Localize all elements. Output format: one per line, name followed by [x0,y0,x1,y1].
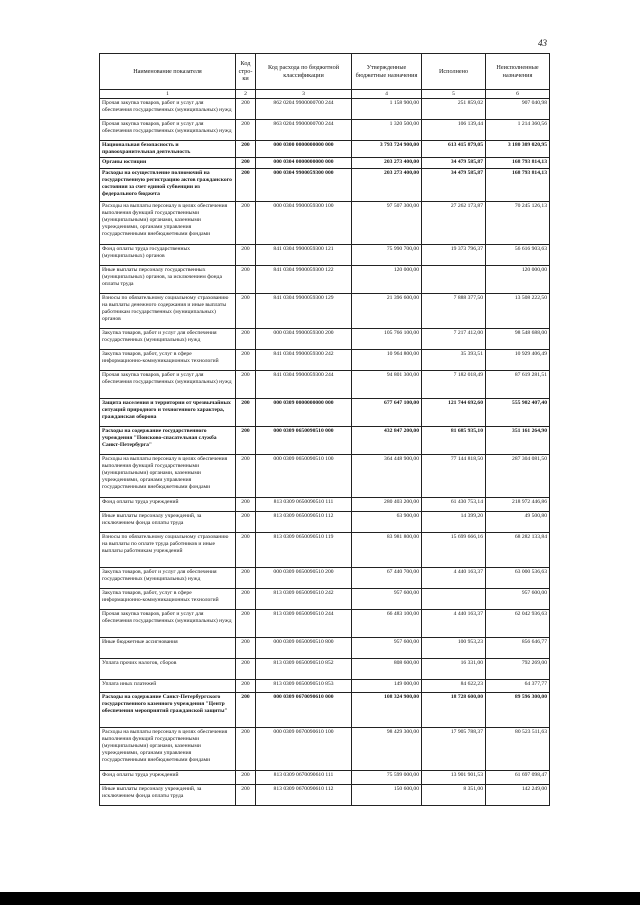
row-unexecuted-amount: 907 040,98 [486,99,550,120]
row-classification-code: 000 0309 0000000000 000 [256,398,352,426]
row-unexecuted-amount: 98 548 688,00 [486,328,550,349]
table-row [100,201,550,244]
row-executed-amount: 34 479 585,87 [422,168,486,201]
row-executed-amount [422,265,486,293]
row-classification-code: 000 0304 9900059300 000 [256,168,352,201]
row-indicator-name: Прочая закупка товаров, работ и услуг для обеспечения государственных (муниципальных) нужд [100,99,236,120]
row-unexecuted-amount: 1 214 360,56 [486,120,550,141]
row-unexecuted-amount: 64 377,77 [486,679,550,692]
table-row [100,99,550,120]
row-classification-code: 813 0309 0650090510 242 [256,588,352,609]
row-approved-amount: 21 396 600,00 [352,293,422,328]
row-classification-code: 000 0309 0650090510 100 [256,454,352,497]
row-line-code: 200 [236,99,256,120]
row-approved-amount: 67 440 700,00 [352,567,422,588]
row-indicator-name: Уплата иных платежей [100,679,236,692]
row-line-code: 200 [236,426,256,454]
table-row [100,426,550,454]
row-indicator-name: Расходы на выплаты персоналу в целях обеспечения выполнения функций государственными (муниципальными) органами, казенными учреждениями, органами управления государственными внебюджетными фондами [100,454,236,497]
table-row [100,244,550,265]
row-unexecuted-amount: 218 972 446,86 [486,497,550,511]
row-indicator-name: Национальная безопасность и правоохранительная деятельность [100,141,236,158]
row-classification-code: 000 0300 0000000000 000 [256,141,352,158]
table-row [100,532,550,567]
row-executed-amount: 35 393,51 [422,349,486,370]
row-unexecuted-amount: 49 500,80 [486,511,550,532]
row-classification-code: 000 0309 0670090610 100 [256,727,352,770]
row-indicator-name: Иные выплаты персоналу учреждений, за исключением фонда оплаты труда [100,784,236,805]
header-executed: Исполнено [422,54,486,90]
row-indicator-name: Прочая закупка товаров, работ и услуг для обеспечения государственных (муниципальных) нужд [100,609,236,637]
row-classification-code: 813 0309 0670090610 111 [256,770,352,784]
header-line-code: Код стро-ки [236,54,256,90]
row-approved-amount: 83 981 800,00 [352,532,422,567]
row-unexecuted-amount: 13 508 222,50 [486,293,550,328]
row-line-code: 200 [236,609,256,637]
row-unexecuted-amount: 62 042 936,63 [486,609,550,637]
column-number: 6 [486,90,550,99]
row-indicator-name: Прочая закупка товаров, работ и услуг для обеспечения государственных (муниципальных) нужд [100,120,236,141]
row-indicator-name: Расходы на выплаты персоналу в целях обеспечения выполнения функций государственными (муниципальными) органами, казенными учреждениями, органами управления государственными внебюджетными фондами [100,727,236,770]
row-classification-code: 813 0309 0650090510 853 [256,679,352,692]
table-row [100,370,550,398]
row-executed-amount: 106 139,44 [422,120,486,141]
row-unexecuted-amount: 142 249,00 [486,784,550,805]
header-indicator-name: Наименование показателя [100,54,236,90]
row-indicator-name: Защита населения и территории от чрезвычайных ситуаций природного и техногенного характера, гражданская оборона [100,398,236,426]
row-indicator-name: Взносы по обязательному социальному страхованию на выплаты по оплате труда работников и иные выплаты работникам учреждений [100,532,236,567]
row-executed-amount: 27 262 173,87 [422,201,486,244]
row-executed-amount: 13 901 901,53 [422,770,486,784]
row-unexecuted-amount: 120 000,00 [486,265,550,293]
row-line-code: 200 [236,770,256,784]
row-line-code: 200 [236,349,256,370]
row-approved-amount: 97 507 300,00 [352,201,422,244]
row-line-code: 200 [236,532,256,567]
row-approved-amount: 120 000,00 [352,265,422,293]
row-line-code: 200 [236,497,256,511]
row-approved-amount: 957 600,00 [352,588,422,609]
row-approved-amount: 1 158 900,00 [352,99,422,120]
row-indicator-name: Взносы по обязательному социальному страхованию на выплаты денежного содержания и иные выплаты работникам государственных (муниципальных) органов [100,293,236,328]
row-classification-code: 813 0309 0650090510 244 [256,609,352,637]
row-approved-amount: 808 600,00 [352,658,422,679]
page-number: 43 [538,38,547,48]
row-executed-amount: 100 953,23 [422,637,486,658]
scan-bottom-edge [0,892,640,905]
row-executed-amount: 7 888 377,50 [422,293,486,328]
row-approved-amount: 3 793 724 900,00 [352,141,422,158]
budget-execution-table [99,53,550,806]
column-number: 3 [256,90,352,99]
row-approved-amount: 677 647 100,00 [352,398,422,426]
table-row [100,454,550,497]
row-classification-code: 000 0304 9900059300 200 [256,328,352,349]
row-classification-code: 000 0304 0000000000 000 [256,157,352,168]
table-row [100,141,550,158]
row-approved-amount: 203 273 400,00 [352,157,422,168]
row-line-code: 200 [236,637,256,658]
row-executed-amount: 15 699 666,16 [422,532,486,567]
row-line-code: 200 [236,567,256,588]
row-executed-amount: 77 144 818,50 [422,454,486,497]
row-line-code: 200 [236,398,256,426]
row-indicator-name: Расходы на содержание Санкт-Петербургского государственного казенного учреждения "Центр обеспечения мероприятий гражданской защиты" [100,692,236,727]
row-approved-amount: 150 600,00 [352,784,422,805]
row-approved-amount: 432 847 200,00 [352,426,422,454]
row-indicator-name: Уплата прочих налогов, сборов [100,658,236,679]
row-line-code: 200 [236,692,256,727]
row-indicator-name: Прочая закупка товаров, работ и услуг для обеспечения государственных (муниципальных) нужд [100,370,236,398]
row-executed-amount: 18 728 600,00 [422,692,486,727]
row-unexecuted-amount: 87 619 281,51 [486,370,550,398]
table-row [100,328,550,349]
row-unexecuted-amount: 61 697 098,47 [486,770,550,784]
table-row [100,679,550,692]
row-classification-code: 813 0309 0650090510 119 [256,532,352,567]
row-line-code: 200 [236,157,256,168]
row-line-code: 200 [236,727,256,770]
row-line-code: 200 [236,265,256,293]
row-indicator-name: Закупка товаров, работ и услуг для обеспечения государственных (муниципальных) нужд [100,328,236,349]
table-row [100,120,550,141]
row-executed-amount: 121 744 692,60 [422,398,486,426]
row-approved-amount: 203 273 400,00 [352,168,422,201]
row-unexecuted-amount: 80 523 511,63 [486,727,550,770]
row-line-code: 200 [236,784,256,805]
table-row [100,168,550,201]
table-row [100,588,550,609]
row-unexecuted-amount: 70 245 126,13 [486,201,550,244]
row-unexecuted-amount: 63 000 536,63 [486,567,550,588]
column-number-row [100,90,550,99]
row-executed-amount: 4 440 163,37 [422,609,486,637]
row-indicator-name: Иные выплаты персоналу государственных (муниципальных) органов, за исключением фонда оплаты труда [100,265,236,293]
row-line-code: 200 [236,293,256,328]
row-classification-code: 841 0304 9900059300 129 [256,293,352,328]
row-executed-amount: 251 859,02 [422,99,486,120]
header-budget-classification-code: Код расхода по бюджетной классификации [256,54,352,90]
header-unexecuted-appropriations: Неисполненные назначения [486,54,550,90]
row-unexecuted-amount: 287 304 081,50 [486,454,550,497]
table-row [100,727,550,770]
row-indicator-name: Фонд оплаты труда учреждений [100,497,236,511]
table-row [100,265,550,293]
row-classification-code: 000 0309 0650090510 200 [256,567,352,588]
row-unexecuted-amount: 351 161 264,90 [486,426,550,454]
row-unexecuted-amount: 856 646,77 [486,637,550,658]
row-indicator-name: Расходы на осуществление полномочий на государственную регистрацию актов гражданского состояния за счет единой субвенции из федерального бюджета [100,168,236,201]
column-number: 2 [236,90,256,99]
row-line-code: 200 [236,244,256,265]
row-line-code: 200 [236,168,256,201]
row-unexecuted-amount: 957 600,00 [486,588,550,609]
row-unexecuted-amount: 168 793 814,13 [486,157,550,168]
table-header-row [100,54,550,90]
row-approved-amount: 149 000,00 [352,679,422,692]
row-indicator-name: Органы юстиции [100,157,236,168]
row-unexecuted-amount: 89 596 300,00 [486,692,550,727]
row-classification-code: 863 0204 9900000700 244 [256,120,352,141]
row-approved-amount: 10 964 800,00 [352,349,422,370]
row-unexecuted-amount: 56 616 903,63 [486,244,550,265]
row-executed-amount: 34 479 585,87 [422,157,486,168]
row-executed-amount: 61 430 753,14 [422,497,486,511]
row-executed-amount: 7 182 018,49 [422,370,486,398]
table-row [100,497,550,511]
table-row [100,567,550,588]
row-approved-amount: 957 600,00 [352,637,422,658]
row-approved-amount: 94 801 300,00 [352,370,422,398]
row-approved-amount: 98 429 300,00 [352,727,422,770]
table-row [100,784,550,805]
row-executed-amount: 84 622,23 [422,679,486,692]
row-classification-code: 841 0304 9900059300 122 [256,265,352,293]
row-executed-amount: 7 217 412,00 [422,328,486,349]
table-row [100,157,550,168]
row-approved-amount: 75 990 700,00 [352,244,422,265]
row-line-code: 200 [236,370,256,398]
row-executed-amount [422,588,486,609]
row-classification-code: 000 0309 0650090510 000 [256,426,352,454]
column-number: 1 [100,90,236,99]
table-row [100,770,550,784]
row-line-code: 200 [236,588,256,609]
column-number: 4 [352,90,422,99]
table-row [100,692,550,727]
row-indicator-name: Закупка товаров, работ, услуг в сфере информационно-коммуникационных технологий [100,588,236,609]
row-approved-amount: 280 403 200,00 [352,497,422,511]
row-executed-amount: 613 415 879,05 [422,141,486,158]
row-classification-code: 813 0309 0670090610 112 [256,784,352,805]
row-classification-code: 862 0204 9900000700 244 [256,99,352,120]
row-approved-amount: 108 324 900,00 [352,692,422,727]
row-approved-amount: 364 448 900,00 [352,454,422,497]
row-line-code: 200 [236,511,256,532]
row-approved-amount: 63 900,00 [352,511,422,532]
row-classification-code: 000 0304 9900059300 100 [256,201,352,244]
row-indicator-name: Расходы на содержание государственного учреждения "Поисково-спасательная служба Санкт-Петербурга" [100,426,236,454]
row-executed-amount: 16 331,00 [422,658,486,679]
column-number: 5 [422,90,486,99]
row-line-code: 200 [236,328,256,349]
row-classification-code: 813 0309 0650090510 852 [256,658,352,679]
row-executed-amount: 4 440 163,37 [422,567,486,588]
row-classification-code: 841 0304 9900059300 244 [256,370,352,398]
row-unexecuted-amount: 168 793 814,13 [486,168,550,201]
row-approved-amount: 105 766 100,00 [352,328,422,349]
header-approved-appropriations: Утвержденные бюджетные назначения [352,54,422,90]
row-indicator-name: Иные выплаты персоналу учреждений, за исключением фонда оплаты труда [100,511,236,532]
row-unexecuted-amount: 10 929 406,49 [486,349,550,370]
row-indicator-name: Расходы на выплаты персоналу в целях обеспечения выполнения функций государственными (муниципальными) органами, казенными учреждениями, органами управления государственными внебюджетными фондами [100,201,236,244]
row-line-code: 200 [236,658,256,679]
row-line-code: 200 [236,141,256,158]
table-row [100,511,550,532]
row-indicator-name: Фонд оплаты труда государственных (муниципальных) органов [100,244,236,265]
row-line-code: 200 [236,201,256,244]
table-row [100,637,550,658]
row-classification-code: 813 0309 0650090510 111 [256,497,352,511]
row-executed-amount: 19 373 796,37 [422,244,486,265]
row-line-code: 200 [236,679,256,692]
table-row [100,609,550,637]
row-unexecuted-amount: 792 269,00 [486,658,550,679]
row-line-code: 200 [236,120,256,141]
row-executed-amount: 14 399,20 [422,511,486,532]
row-unexecuted-amount: 68 282 133,84 [486,532,550,567]
row-line-code: 200 [236,454,256,497]
table-row [100,293,550,328]
table-row [100,398,550,426]
row-approved-amount: 66 483 100,00 [352,609,422,637]
row-classification-code: 841 0304 9900059300 242 [256,349,352,370]
row-unexecuted-amount: 555 902 407,40 [486,398,550,426]
row-executed-amount: 8 351,00 [422,784,486,805]
row-indicator-name: Закупка товаров, работ, услуг в сфере информационно-коммуникационных технологий [100,349,236,370]
row-indicator-name: Фонд оплаты труда учреждений [100,770,236,784]
row-classification-code: 813 0309 0650090510 112 [256,511,352,532]
row-executed-amount: 17 905 788,37 [422,727,486,770]
row-indicator-name: Иные бюджетные ассигнования [100,637,236,658]
row-classification-code: 000 0309 0650090510 800 [256,637,352,658]
row-classification-code: 841 0304 9900059300 121 [256,244,352,265]
table-row [100,658,550,679]
row-indicator-name: Закупка товаров, работ и услуг для обеспечения государственных (муниципальных) нужд [100,567,236,588]
row-approved-amount: 75 599 000,00 [352,770,422,784]
row-approved-amount: 1 320 500,00 [352,120,422,141]
row-unexecuted-amount: 3 180 309 020,95 [486,141,550,158]
table-row [100,349,550,370]
row-executed-amount: 81 685 935,10 [422,426,486,454]
row-classification-code: 000 0309 0670090610 000 [256,692,352,727]
